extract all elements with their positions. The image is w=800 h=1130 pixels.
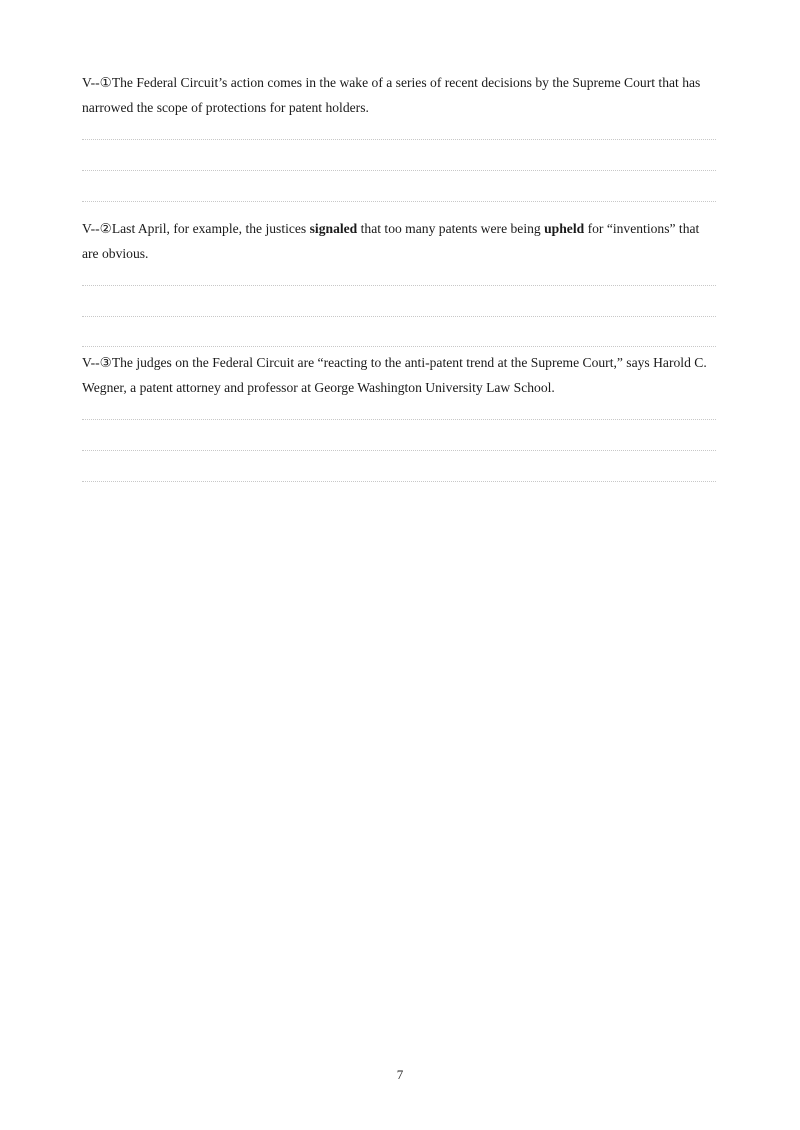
passage-1 [82,70,716,120]
passage-2-text: that too many patents were being [357,221,545,236]
page-number: 7 [396,1067,404,1082]
bold-word-signaled: signaled [309,221,358,236]
passage-3-text: The judges on the Federal Circuit are “reacting to the anti-patent trend at the Supreme Court,” says Harold C. Wegner, a patent attorney and professor at George Washington University Law School. [82,355,707,395]
passage-2-text: Last April, for example, the justices [111,221,310,236]
writing-line [82,201,716,202]
writing-line [82,285,716,286]
writing-line [82,346,716,347]
passage-2-label: V--② [82,221,112,236]
passage-2-text: for “inventions” that are obvious. [82,221,700,261]
writing-line [82,316,716,317]
writing-line [82,450,716,451]
writing-line [82,139,716,140]
passage-3 [82,350,716,400]
passage-1-text: The Federal Circuit’s action comes in the wake of a series of recent decisions by the Supreme Court that has narrowed the scope of protections for patent holders. [82,75,701,115]
writing-line [82,419,716,420]
writing-line [82,481,716,482]
passage-1-label: V--① [82,75,112,90]
writing-line [82,170,716,171]
bold-word-upheld: upheld [544,221,585,236]
passage-2 [82,216,716,266]
passage-3-label: V--③ [82,355,112,370]
